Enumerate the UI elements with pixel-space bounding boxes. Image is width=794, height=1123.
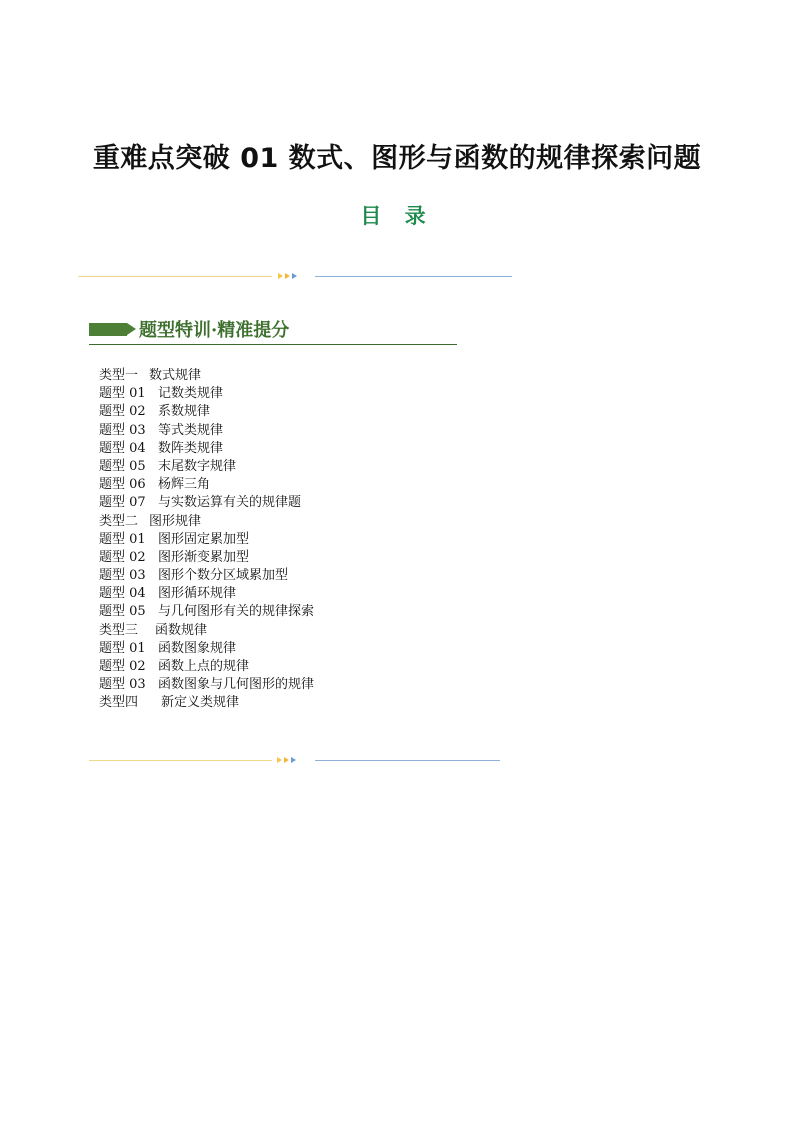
divider-line-right <box>315 760 500 761</box>
toc-entry-tag: 题型 02 <box>99 549 146 565</box>
toc-entry-text: 函数规律 <box>155 622 208 638</box>
toc-entry[interactable] <box>99 694 314 712</box>
toc-entry-tag: 类型一 <box>99 368 139 383</box>
toc-entry-tag: 题型 06 <box>99 477 146 493</box>
toc-entry-tag: 类型三 <box>99 622 139 638</box>
toc-list <box>99 367 314 713</box>
toc-entry-text: 杨辉三角 <box>158 477 211 493</box>
toc-entry-tag: 题型 05 <box>99 458 146 474</box>
toc-entry-text: 图形固定累加型 <box>158 531 250 547</box>
toc-entry-text: 记数类规律 <box>158 386 224 402</box>
toc-entry-tag: 题型 04 <box>99 586 146 602</box>
toc-entry-tag: 类型四 <box>99 695 139 711</box>
toc-entry[interactable] <box>99 367 314 385</box>
toc-entry[interactable] <box>99 603 314 621</box>
toc-entry-tag: 题型 02 <box>99 404 146 420</box>
toc-entry[interactable] <box>99 622 314 640</box>
toc-entry-text: 末尾数字规律 <box>158 458 237 474</box>
toc-entry-text: 数阵类规律 <box>158 440 224 456</box>
toc-entry-tag: 题型 03 <box>99 568 146 584</box>
toc-entry-tag: 题型 02 <box>99 659 146 674</box>
toc-entry-text: 与几何图形有关的规律探索 <box>158 604 315 620</box>
toc-entry-text: 函数图象规律 <box>158 640 237 656</box>
toc-entry-tag: 题型 03 <box>99 422 146 438</box>
toc-entry[interactable] <box>99 549 314 567</box>
toc-entry[interactable] <box>99 440 314 458</box>
toc-entry[interactable] <box>99 658 314 676</box>
divider-arrows-icon <box>277 757 301 765</box>
divider-line-left <box>89 760 272 761</box>
top-divider <box>78 273 512 281</box>
toc-entry-text: 图形规律 <box>149 513 202 529</box>
toc-entry[interactable] <box>99 494 314 512</box>
toc-entry-text: 与实数运算有关的规律题 <box>158 495 302 511</box>
document-title: 重难点突破 01 数式、图形与函数的规律探索问题 <box>92 143 702 174</box>
banner-arrow-icon <box>127 323 136 335</box>
section-banner <box>89 316 457 345</box>
toc-entry-tag: 题型 03 <box>99 677 146 693</box>
divider-arrows-icon <box>278 273 302 281</box>
toc-entry[interactable] <box>99 640 314 658</box>
toc-entry-tag: 题型 04 <box>99 440 146 456</box>
toc-entry[interactable] <box>99 531 314 549</box>
toc-entry-text: 系数规律 <box>158 404 211 420</box>
divider-line-right <box>315 276 512 277</box>
toc-entry[interactable] <box>99 458 314 476</box>
toc-entry[interactable] <box>99 567 314 585</box>
toc-entry[interactable] <box>99 422 314 440</box>
toc-heading: 目 录 <box>360 204 434 228</box>
toc-entry[interactable] <box>99 513 314 531</box>
toc-entry[interactable] <box>99 585 314 603</box>
toc-entry-text: 图形循环规律 <box>158 586 237 602</box>
toc-entry[interactable] <box>99 676 314 694</box>
toc-entry-tag: 题型 01 <box>99 386 146 402</box>
toc-entry-text: 图形个数分区域累加型 <box>158 568 289 584</box>
toc-entry-tag: 题型 05 <box>99 604 146 620</box>
divider-line-left <box>78 276 272 277</box>
toc-entry-text: 图形渐变累加型 <box>158 549 250 565</box>
toc-entry-tag: 题型 07 <box>99 495 146 511</box>
banner-bar-icon <box>89 323 127 336</box>
toc-entry-text: 函数图象与几何图形的规律 <box>158 677 315 693</box>
bottom-divider <box>89 757 500 765</box>
toc-entry-text: 函数上点的规律 <box>158 659 250 674</box>
toc-entry[interactable] <box>99 385 314 403</box>
toc-entry-tag: 题型 01 <box>99 640 146 656</box>
toc-entry[interactable] <box>99 403 314 421</box>
toc-entry-tag: 题型 01 <box>99 531 146 547</box>
toc-entry-text: 等式类规律 <box>158 422 224 438</box>
section-label: 题型特训·精准提分 <box>139 320 290 341</box>
toc-entry-text: 新定义类规律 <box>161 695 240 711</box>
toc-entry-tag: 类型二 <box>99 513 139 529</box>
toc-entry[interactable] <box>99 476 314 494</box>
toc-entry-text: 数式规律 <box>149 368 202 383</box>
